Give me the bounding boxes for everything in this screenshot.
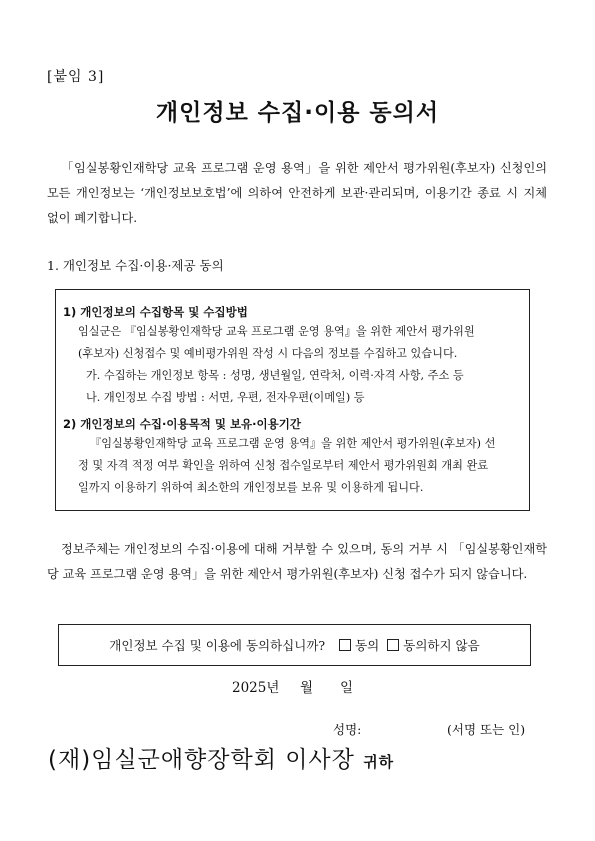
box-text-line: (후보자) 신청접수 및 예비평가위원 작성 시 다음의 정보를 수집하고 있습니다.	[78, 347, 458, 360]
signature-label: 성명:	[333, 722, 362, 737]
box-text-line: 정 및 자격 적정 여부 확인을 위하여 신청 접수일로부터 제안서 평가위원회 개최 완료	[78, 459, 489, 472]
section-1-heading: 1. 개인정보 수집·이용·제공 동의	[47, 258, 224, 273]
box-heading-1: 1) 개인정보의 수집항목 및 수집방법	[63, 305, 248, 319]
disagree-label: 동의하지 않음	[403, 638, 480, 653]
date-year: 2025년	[232, 680, 280, 696]
consent-question: 개인정보 수집 및 이용에 동의하십니까?	[109, 638, 326, 653]
agree-label: 동의	[355, 638, 380, 653]
page-title: 개인정보 수집·이용 동의서	[155, 100, 440, 126]
addressee-org: (재)임실군애향장학회 이사장	[48, 747, 355, 773]
intro-paragraph: 「임실봉황인재학당 교육 프로그램 운영 용역」을 위한 제안서 평가위원(후보자) 신청인의 모든 개인정보는 ‘개인정보보호법’에 의하여 안전하게 보관·관리되며, 이용기간 종료 시 지체 없이 폐기합니다.	[47, 161, 547, 225]
info-box	[55, 289, 530, 511]
consent-box	[58, 624, 531, 666]
signature-note: (서명 또는 인)	[447, 722, 526, 737]
box-list-item: 나. 개인정보 수집 방법 : 서면, 우편, 전자우편(이메일) 등	[86, 391, 365, 404]
agree-option[interactable]	[339, 636, 379, 654]
box-list-item: 가. 수집하는 개인정보 항목 : 성명, 생년월일, 연락처, 이력·자격 사항, 주소 등	[86, 369, 464, 382]
addressee-honorific: 귀하	[363, 753, 395, 771]
box-heading-2: 2) 개인정보의 수집·이용목적 및 보유·이용기간	[63, 417, 301, 431]
box-text-line: 『임실봉황인재학당 교육 프로그램 운영 용역』을 위한 제안서 평가위원(후보자) 선	[90, 437, 496, 450]
addressee	[48, 741, 394, 774]
box-text-line: 일까지 이용하기 위하여 최소한의 개인정보를 보유 및 이용하게 됩니다.	[78, 481, 424, 494]
box-text-line: 임실군은 『임실봉황인재학당 교육 프로그램 운영 용역』을 위한 제안서 평가위원	[78, 325, 475, 338]
agree-checkbox[interactable]	[339, 639, 351, 651]
disagree-checkbox[interactable]	[387, 639, 399, 651]
date-day: 일	[340, 680, 354, 696]
refusal-paragraph: 정보주체는 개인정보의 수집·이용에 대해 거부할 수 있으며, 동의 거부 시 「임실봉황인재학당 교육 프로그램 운영 용역」을 위한 제안서 평가위원(후보자) 신청 접수가 되지 않습니다.	[47, 542, 547, 581]
annex-label: [붙임 3]	[47, 69, 105, 85]
date-month: 월	[300, 680, 314, 696]
disagree-option[interactable]	[387, 636, 479, 654]
